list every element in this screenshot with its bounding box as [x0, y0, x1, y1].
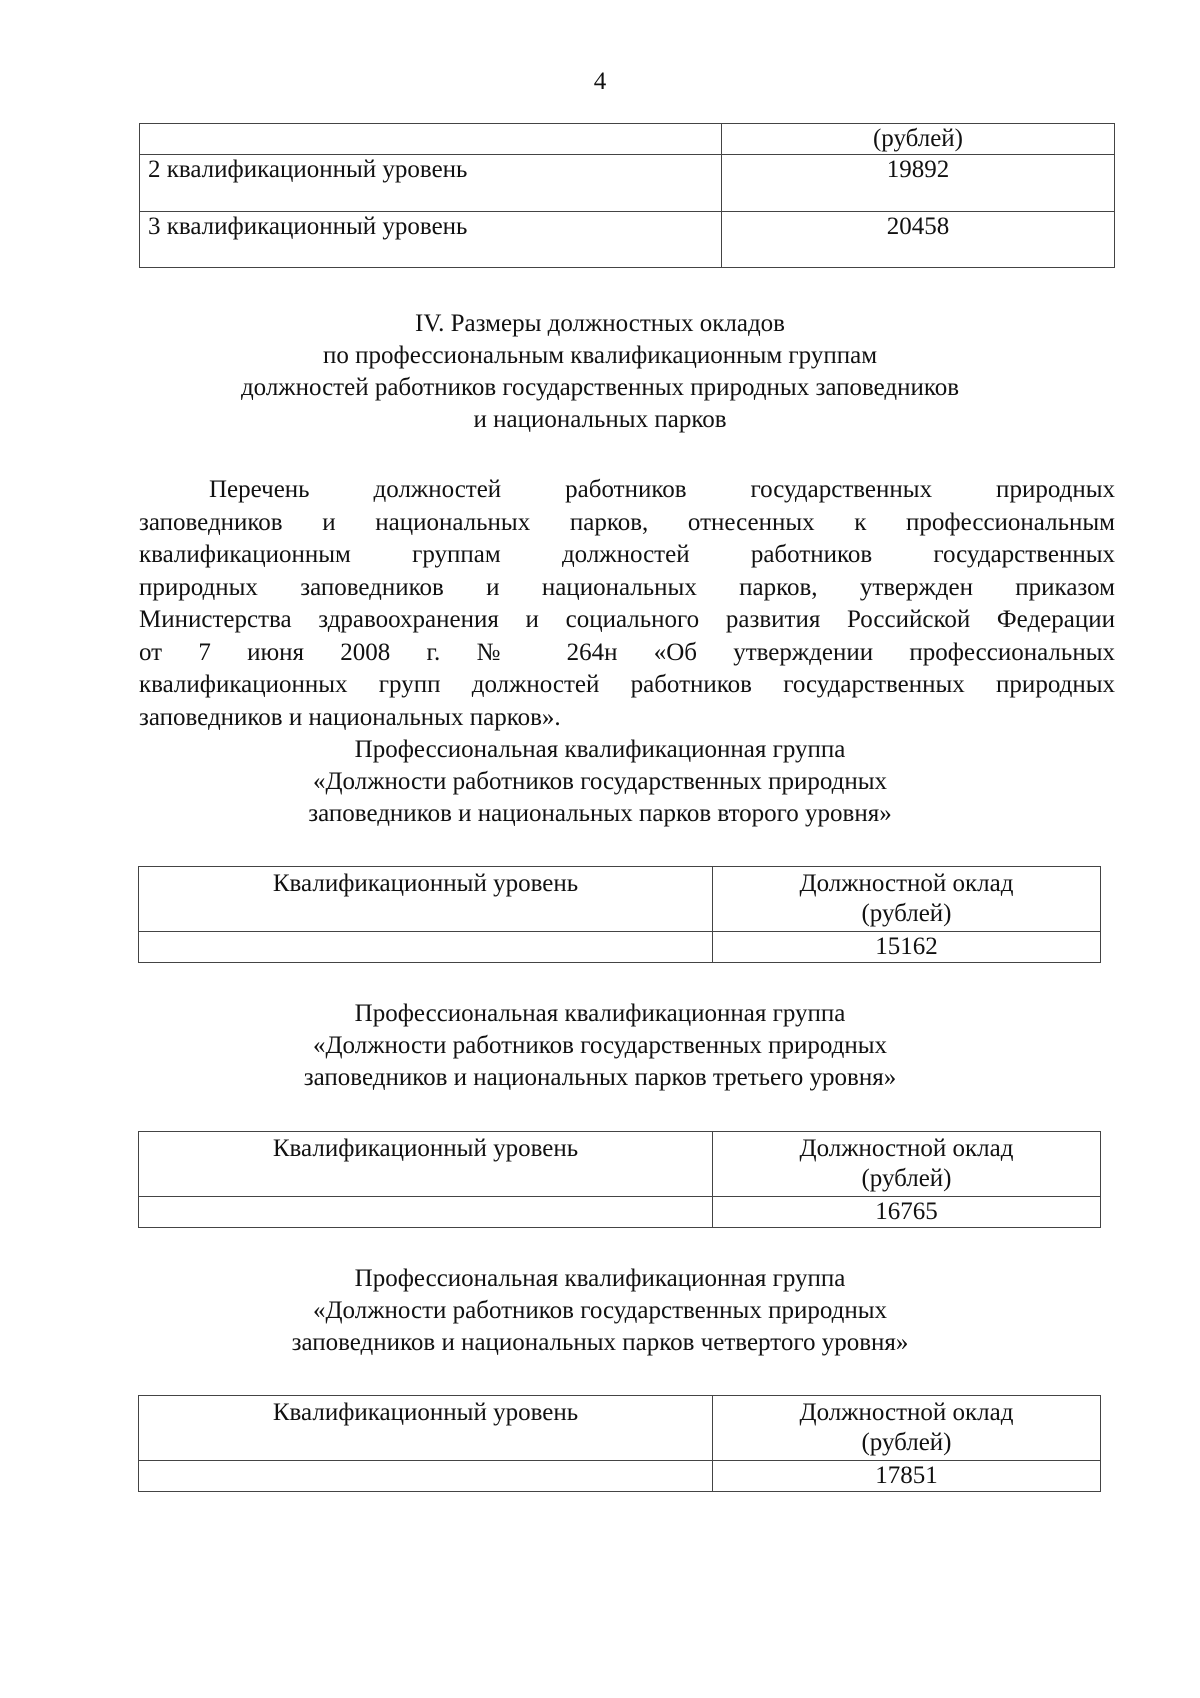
salary-cell: 19892 — [722, 155, 1115, 212]
body-paragraph — [139, 474, 1115, 734]
salary-table-continued — [139, 123, 1115, 268]
group-heading-line: «Должности работников государственных природных — [313, 768, 887, 795]
group-heading-line: «Должности работников государственных природных — [313, 1297, 887, 1324]
table-header-row — [139, 1132, 1101, 1197]
salary-table-level-3 — [138, 1131, 1101, 1228]
salary-unit-line: (рублей) — [861, 900, 952, 927]
paragraph-line: от 7 июня 2008 г. № 264н «Об утверждении профессиональных — [139, 638, 1115, 666]
level-header-cell: Квалификационный уровень — [139, 867, 713, 932]
salary-header-line: Должностной оклад — [799, 1135, 1014, 1162]
salary-table-level-4 — [138, 1395, 1101, 1492]
table-row — [140, 212, 1115, 268]
salary-table-level-2 — [138, 866, 1101, 963]
salary-header-line: Должностной оклад — [799, 1399, 1014, 1426]
group-heading-line: Профессиональная квалификационная группа — [354, 1265, 846, 1292]
paragraph-line: природных заповедников и национальных парков, утвержден приказом — [139, 573, 1115, 601]
salary-unit-line: (рублей) — [861, 1165, 952, 1192]
group-heading-line: Профессиональная квалификационная группа — [354, 1000, 846, 1027]
group-heading-level-3 — [0, 998, 1200, 1094]
salary-cell: 16765 — [713, 1197, 1101, 1228]
salary-cell: 20458 — [722, 212, 1115, 268]
level-header-cell: Квалификационный уровень — [139, 1396, 713, 1461]
group-heading-line: заповедников и национальных парков второго уровня» — [308, 800, 892, 827]
section-heading-line: и национальных парков — [473, 406, 727, 433]
table-cell-empty — [140, 124, 722, 155]
table-header-row — [139, 867, 1101, 932]
table-header-row — [140, 124, 1115, 155]
salary-header-cell — [713, 1132, 1101, 1197]
paragraph-line: Перечень должностей работников государственных природных — [209, 476, 1115, 503]
section-heading — [0, 308, 1200, 436]
level-cell — [139, 932, 713, 963]
paragraph-line: заповедников и национальных парков, отнесенных к профессиональным — [139, 508, 1115, 536]
group-heading-level-2 — [0, 734, 1200, 830]
section-heading-line: IV. Размеры должностных окладов — [415, 310, 785, 337]
level-cell: 2 квалификационный уровень — [140, 155, 722, 212]
paragraph-line: заповедников и национальных парков». — [139, 703, 561, 731]
salary-header-line: Должностной оклад — [799, 870, 1014, 897]
table-row — [139, 1461, 1101, 1492]
group-heading-line: заповедников и национальных парков третьего уровня» — [303, 1064, 897, 1091]
paragraph-line: квалификационных групп должностей работников государственных природных — [139, 671, 1115, 698]
table-row — [139, 932, 1101, 963]
table-row — [139, 1197, 1101, 1228]
salary-header-cell — [713, 1396, 1101, 1461]
level-cell: 3 квалификационный уровень — [140, 212, 722, 268]
page-number: 4 — [593, 68, 607, 95]
salary-cell: 17851 — [713, 1461, 1101, 1492]
level-cell — [139, 1197, 713, 1228]
paragraph-line: Министерства здравоохранения и социального развития Российской Федерации — [139, 606, 1115, 633]
level-header-cell: Квалификационный уровень — [139, 1132, 713, 1197]
salary-header-cell — [713, 867, 1101, 932]
paragraph-line: квалификационным группам должностей работников государственных — [139, 541, 1115, 568]
table-row — [140, 155, 1115, 212]
section-heading-line: по профессиональным квалификационным группам — [322, 342, 878, 369]
table-header-row — [139, 1396, 1101, 1461]
salary-unit-line: (рублей) — [861, 1429, 952, 1456]
section-heading-line: должностей работников государственных природных заповедников — [240, 374, 960, 401]
group-heading-line: Профессиональная квалификационная группа — [354, 736, 846, 763]
group-heading-level-4 — [0, 1263, 1200, 1359]
level-cell — [139, 1461, 713, 1492]
group-heading-line: заповедников и национальных парков четвертого уровня» — [291, 1329, 909, 1356]
unit-header-cell: (рублей) — [722, 124, 1115, 155]
salary-cell: 15162 — [713, 932, 1101, 963]
group-heading-line: «Должности работников государственных природных — [313, 1032, 887, 1059]
